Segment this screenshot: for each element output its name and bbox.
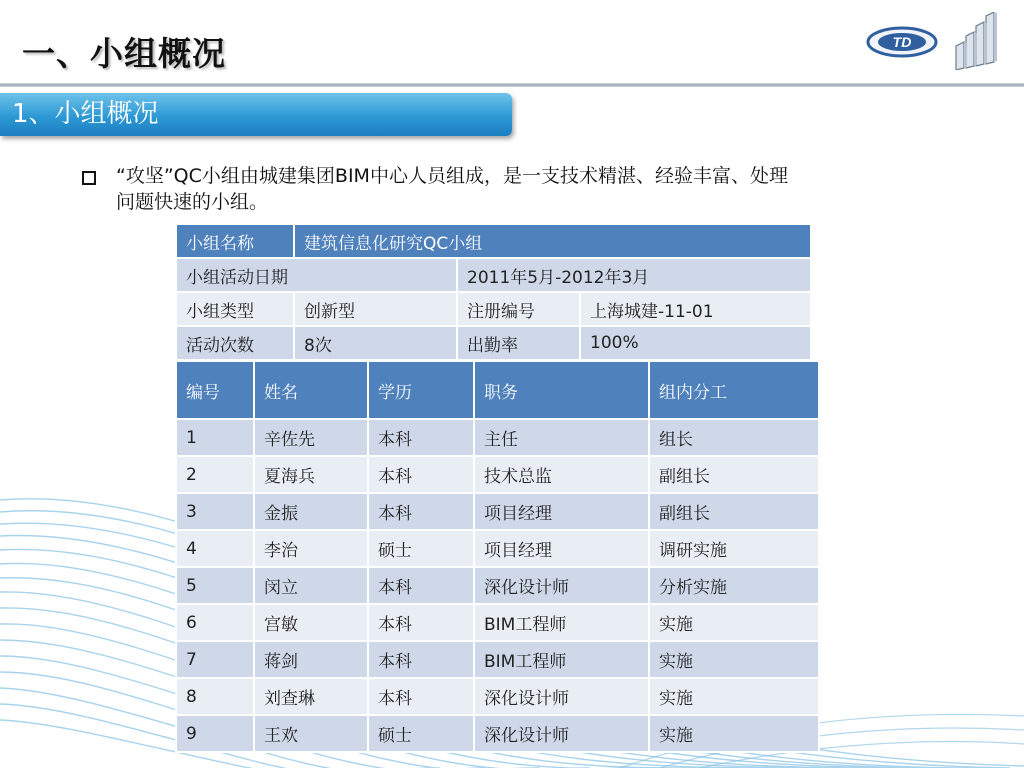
table-cell: 金振 — [254, 493, 368, 530]
info-row-count — [176, 326, 811, 360]
info-row-type — [176, 292, 811, 326]
table-cell: 项目经理 — [474, 493, 649, 530]
table-row — [176, 715, 819, 752]
table-row — [176, 641, 819, 678]
table-cell: 副组长 — [649, 493, 819, 530]
table-cell: 本科 — [368, 419, 474, 456]
info-label: 注册编号 — [457, 292, 580, 326]
column-header: 学历 — [368, 361, 474, 419]
intro-paragraph — [116, 163, 946, 215]
table-cell: 1 — [176, 419, 254, 456]
section-heading: 1、小组概况 — [0, 93, 512, 136]
table-row — [176, 567, 819, 604]
table-cell: 闵立 — [254, 567, 368, 604]
table-cell: 本科 — [368, 456, 474, 493]
table-cell: 主任 — [474, 419, 649, 456]
info-row-date — [176, 258, 811, 292]
table-cell: 副组长 — [649, 456, 819, 493]
table-cell: 项目经理 — [474, 530, 649, 567]
table-cell: 硕士 — [368, 715, 474, 752]
table-cell: 实施 — [649, 715, 819, 752]
info-value: 100% — [580, 326, 811, 360]
info-label: 出勤率 — [457, 326, 580, 360]
title-divider — [0, 83, 1024, 87]
logo-text: TD — [892, 34, 912, 50]
info-row-name — [176, 224, 811, 258]
column-header: 编号 — [176, 361, 254, 419]
info-value: 2011年5月-2012年3月 — [457, 258, 811, 292]
table-cell: 深化设计师 — [474, 715, 649, 752]
table-cell: 4 — [176, 530, 254, 567]
info-label: 小组活动日期 — [176, 258, 457, 292]
table-cell: 宫敏 — [254, 604, 368, 641]
table-cell: 5 — [176, 567, 254, 604]
table-row — [176, 419, 819, 456]
building-bars-icon — [952, 12, 1000, 70]
intro-line-2: 问题快速的小组。 — [116, 191, 269, 213]
table-row — [176, 678, 819, 715]
company-logo — [866, 18, 938, 66]
table-cell: 夏海兵 — [254, 456, 368, 493]
table-row — [176, 604, 819, 641]
info-value: 8次 — [294, 326, 457, 360]
info-label: 活动次数 — [176, 326, 294, 360]
table-cell: 实施 — [649, 641, 819, 678]
table-row — [176, 530, 819, 567]
table-cell: 本科 — [368, 641, 474, 678]
table-cell: 王欢 — [254, 715, 368, 752]
column-header: 职务 — [474, 361, 649, 419]
table-cell: 3 — [176, 493, 254, 530]
column-header: 姓名 — [254, 361, 368, 419]
page-title: 一、小组概况 — [22, 34, 226, 73]
members-table — [175, 360, 820, 753]
table-cell: 刘查琳 — [254, 678, 368, 715]
members-header-row — [176, 361, 819, 419]
info-value: 建筑信息化研究QC小组 — [294, 224, 811, 258]
table-cell: 组长 — [649, 419, 819, 456]
table-cell: 实施 — [649, 678, 819, 715]
table-cell: 深化设计师 — [474, 678, 649, 715]
table-cell: 李治 — [254, 530, 368, 567]
bullet-square-icon — [82, 171, 96, 185]
table-cell: 实施 — [649, 604, 819, 641]
table-cell: 7 — [176, 641, 254, 678]
table-cell: 技术总监 — [474, 456, 649, 493]
intro-line-1: “攻坚”QC小组由城建集团BIM中心人员组成，是一支技术精湛、经验丰富、处理 — [116, 165, 788, 187]
group-info-table — [175, 223, 812, 361]
table-cell: 8 — [176, 678, 254, 715]
table-cell: 硕士 — [368, 530, 474, 567]
table-cell: 分析实施 — [649, 567, 819, 604]
info-label: 小组类型 — [176, 292, 294, 326]
table-cell: 辛佐先 — [254, 419, 368, 456]
table-cell: 深化设计师 — [474, 567, 649, 604]
table-cell: 9 — [176, 715, 254, 752]
table-cell: 2 — [176, 456, 254, 493]
table-cell: BIM工程师 — [474, 641, 649, 678]
table-cell: 本科 — [368, 678, 474, 715]
table-cell: 本科 — [368, 493, 474, 530]
table-row — [176, 493, 819, 530]
info-value: 上海城建-11-01 — [580, 292, 811, 326]
info-value: 创新型 — [294, 292, 457, 326]
table-cell: 本科 — [368, 567, 474, 604]
table-cell: BIM工程师 — [474, 604, 649, 641]
table-cell: 调研实施 — [649, 530, 819, 567]
column-header: 组内分工 — [649, 361, 819, 419]
table-cell: 蒋剑 — [254, 641, 368, 678]
info-label: 小组名称 — [176, 224, 294, 258]
table-row — [176, 456, 819, 493]
table-cell: 6 — [176, 604, 254, 641]
table-cell: 本科 — [368, 604, 474, 641]
